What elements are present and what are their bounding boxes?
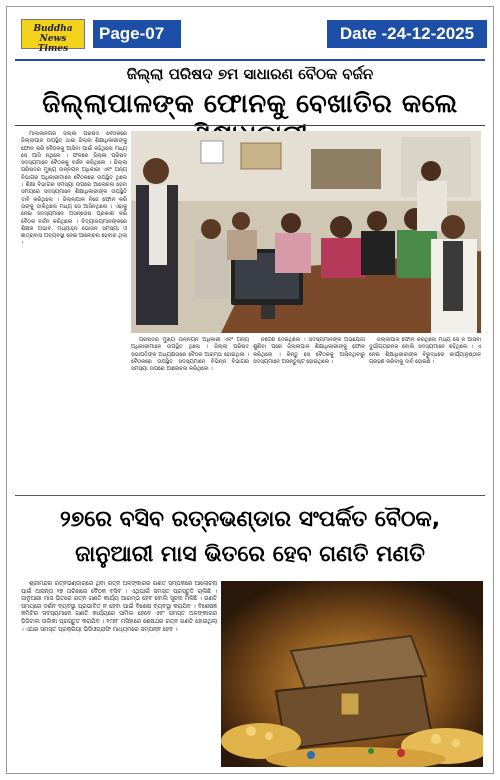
article2-headline-line1: ୨୭ରେ ବସିବ ରତ୍ନଭଣ୍ଡାର ସଂପର୍କିତ ବୈଠକ, (59, 507, 441, 532)
meeting-photo (131, 131, 481, 333)
logo-text: Buddha News Times (33, 24, 73, 54)
meeting-photo-icon (131, 131, 481, 333)
article1-text-3: ନିର୍ଦ୍ଦେଶ ଦେଇଥିଲେ । ସଦସ୍ୟମାନଙ୍କ ଅଭିଯୋଗ ଶୁଣିବା ପରେ ଜିଲ୍ଲାପାଳ ଶିକ୍ଷାଧିକାରୀଙ୍କୁ ଫୋନ କରିଥିଲେ । କିନ୍ତୁ ସେ ବୈଠକକୁ ଆସିନଥିବାରୁ ସଦସ୍ୟମାନେ ଅସନ୍ତୁଷ୍ଟ ହୋଇଥିଲେ । (253, 337, 365, 365)
article1-column-1 (21, 131, 127, 491)
article2-headline-line2: ଜାନୁଆରୀ ମାସ ଭିତରେ ହେବ ଗଣତି ମଣତି (75, 542, 425, 567)
treasure-chest-icon (221, 581, 483, 767)
article2-body (21, 581, 217, 763)
article1-column-2 (131, 337, 249, 491)
headline-rule (15, 125, 485, 126)
article1-text-2: ପରିଷଦର ମୁଖ୍ୟ ଉନ୍ନୟନ ଅଧିକାରୀ ଏବଂ ଅନ୍ୟ ଅଧିକାରୀମାନେ ଉପସ୍ଥିତ ଥିଲେ । ଜିଲ୍ଲା ପରିଷଦ ସଭାପତିଙ୍କ ଅଧ୍ୟକ୍ଷତାରେ ବୈଠକ ଆରମ୍ଭ ହୋଇଥିଲା । ବୈଠକରେ ଉପସ୍ଥିତ ସଦସ୍ୟମାନେ ବିଭିନ୍ନ ବିଭାଗର ସମସ୍ୟା ଉପରେ ଆଲୋଚନା କରିଥିଲେ । (131, 337, 249, 373)
header-rule (15, 59, 485, 61)
article-divider (15, 495, 485, 496)
article1-headline: ଜିଲ୍ଲାପାଳଙ୍କ ଫୋନକୁ ବେଖାତିର କଲେ (42, 89, 458, 119)
newspaper-logo (21, 19, 85, 54)
article1-column-3 (253, 337, 365, 491)
treasure-chest-photo (221, 581, 483, 767)
page-number-label: Page-07 (93, 20, 181, 48)
page-header (7, 13, 493, 53)
article1-text-4: ଜିଲ୍ଲାପାଳ ଫୋନ କରିଥିଲେ ମଧ୍ୟ ସେ ନ ଆସିବା ଦୁର୍ଭାଗ୍ୟଜନକ ବୋଲି ସଦସ୍ୟମାନେ କହିଥିଲେ । ଏ ନେଇ ଶିକ୍ଷାଧିକାରୀଙ୍କ ବିରୁଦ୍ଧରେ କାର୍ଯ୍ୟାନୁଷ୍ଠାନ ଗ୍ରହଣ କରିବାକୁ ଦାବି ହୋଇଛି । (369, 337, 481, 365)
newspaper-page (6, 6, 494, 774)
article2-text: ଶ୍ରୀମନ୍ଦିର ରତ୍ନଭଣ୍ଡାରରେ ଥିବା ରତ୍ନ ଅଳଙ୍କାରର ଗଣତି ସମ୍ପର୍କରେ ଆଲୋଚନା ପାଇଁ ଆସନ୍ତା ୨୭ ତାରିଖରେ ବୈଠକ ବସିବ । ଏଥିପାଇଁ ସମସ୍ତ ପ୍ରସ୍ତୁତି ଚାଲିଛି । ଜାନୁଆରୀ ମାସ ଭିତରେ ରତ୍ନ ଗଣତି କାର୍ଯ୍ୟ ଆରମ୍ଭ ହେବ ବୋଲି ସୂଚନା ମିଳିଛି । ଗଣତି ସମୟରେ ଦର୍ଶନ ବ୍ୟବସ୍ଥା ପ୍ରଭାବିତ ନ ହେବା ପାଇଁ ବିଶେଷ ବ୍ୟବସ୍ଥା କରାଯିବ । ବିଶେଷଜ୍ଞ କମିଟିର ସଦସ୍ୟମାନେ ଗଣତି କାର୍ଯ୍ୟରେ ସାମିଲ ହେବେ ଏବଂ ସମସ୍ତ ଅଳଙ୍କାରର ଡିଜିଟାଲ ତାଲିକା ପ୍ରସ୍ତୁତ କରାଯିବ । ୧୯୭୮ ମସିହାରେ ଶେଷଥର ରତ୍ନ ଗଣତି ହୋଇଥିଲା । ଏଥର ସମସ୍ତ ପ୍ରକ୍ରିୟା ଭିଡିଓଗ୍ରାଫି ମାଧ୍ୟମରେ ସମ୍ପନ୍ନ ହେବ । (21, 581, 217, 633)
article1-column-4 (369, 337, 481, 491)
article1-kicker: ଜିଲ୍ଲା ପରିଷଦ ୭ମ ସାଧାରଣ ବୈଠକ ବର୍ଜନ (126, 65, 374, 83)
article1-text-1: ମାଲକାନଗିରି ଜିଲ୍ଲା ପରିଷଦ ବୈଠକରେ ଜିଲ୍ଲାପାଳ ଉପସ୍ଥିତ ଥାଇ ଜିଲ୍ଲା ଶିକ୍ଷାଧିକାରୀଙ୍କୁ ଫୋନ କରି ବୈଠକକୁ ଆସିବା ପାଇଁ କହିଥିଲେ ମଧ୍ୟ ସେ ଆସି ନଥିଲେ । ଫଳରେ ଜିଲ୍ଲା ପରିଷଦ ସଦସ୍ୟମାନେ ବୈଠକକୁ ବର୍ଜନ କରିଥିଲେ । ଜିଲ୍ଲା ପରିଷଦର ମୁଖ୍ୟ ଉନ୍ନୟନ ଅଧିକାରୀ ଏବଂ ଅନ୍ୟ ବିଭାଗର ଅଧିକାରୀମାନେ ବୈଠକରେ ଉପସ୍ଥିତ ଥିଲେ । ଶିକ୍ଷା ବିଭାଗର ସମସ୍ୟା ଉପରେ ଆଲୋଚନା ହେବା ସମୟରେ ସଦସ୍ୟମାନେ ଶିକ୍ଷାଧିକାରୀଙ୍କ ଉପସ୍ଥିତି ଦାବି କରିଥିଲେ । ଜିଲ୍ଲାପାଳ ନିଜେ ଫୋନ କରି ତାଙ୍କୁ ଡାକିଥିଲେ ମଧ୍ୟ ସେ ଆସିନଥିଲେ । ଏହାକୁ ନେଇ ସଦସ୍ୟମାନେ ଅସନ୍ତୋଷ ପ୍ରକାଶ କରି ବୈଠକ ବର୍ଜନ କରିଥିଲେ । ବିଦ୍ୟାଳୟମାନଙ୍କରେ ଶିକ୍ଷକ ଅଭାବ, ମଧ୍ୟାହ୍ନ ଭୋଜନ ସମସ୍ୟା ଓ ଛାତ୍ରାବାସ ଅବ୍ୟବସ୍ଥା ନେଇ ଆଲୋଚନା ହେବାର ଥିଲା । (21, 131, 127, 247)
date-label: Date -24-12-2025 (327, 20, 487, 48)
